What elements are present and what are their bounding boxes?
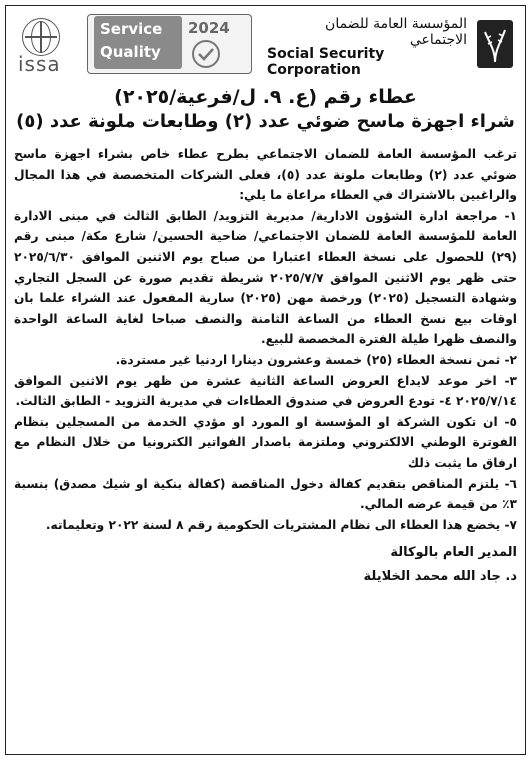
- signatory-name: د. جاد الله محمد الخلايلة: [363, 569, 517, 585]
- condition-item-7: ٧- يخضع هذا العطاء الى نظام المشتريات الحكومية رقم ٨ لسنة ٢٠٢٢ وتعليماته.: [45, 517, 517, 532]
- signature-block: [14, 541, 517, 589]
- org-identity: [267, 12, 517, 80]
- badge-year: 2024: [188, 19, 230, 37]
- advertisement-page: [5, 5, 526, 755]
- check-icon: [192, 40, 220, 68]
- condition-item-6: ٦- يلتزم المناقص بتقديم كفالة دخول المناقصة (كفالة بنكية او شيك مصدق) بنسبة ٣٪ من قيمة عرضه المالي.: [14, 476, 517, 512]
- issa-label: issa: [18, 52, 61, 76]
- issa-globe-icon: [22, 18, 60, 56]
- header: [14, 12, 517, 80]
- signatory-role: المدير العام بالوكالة: [390, 545, 517, 561]
- condition-item-1: ١- مراجعة ادارة الشؤون الادارية/ مديرية التزويد/ الطابق الثالث في مبنى الادارة العامة للمؤسسة العامة للضمان الاجتماعي/ ضاحية الحسين/ شارع مكة/ مبنى رقم (٢٩) للحصول على نسخة العطاء اعتبارا من صباح يوم الاثنين الموافق ٢٠٢٥/٦/٣٠ حتى ظهر يوم الاثنين الموافق ٢٠٢٥/٧/٧ شريطة تقديم صورة عن السجل التجاري وشهادة التسجيل (٢٠٢٥) ورخصة مهن (٢٠٢٥) سارية المفعول عند الشراء علما بان اوقات بيع نسخ العطاء من الساعة الثامنة والنصف صباحا لغاية الساعة الواحدة والنصف ظهرا طيلة الفترة المخصصة للبيع.: [14, 208, 518, 347]
- intro-paragraph: ترغب المؤسسة العامة للضمان الاجتماعي بطرح عطاء خاص بشراء اجهزة ماسح ضوئي عدد (٢) وطابعات ملونة عدد (٥)، فعلى الشركات المتخصصة في هذا المجال والراغبين بالاشتراك في العطاء مراعاة ما يلي:: [14, 147, 517, 203]
- org-name-english: Social Security Corporation: [267, 46, 385, 78]
- certification-logos: [14, 12, 264, 80]
- tender-subject: شراء اجهزة ماسح ضوئي عدد (٢) وطابعات ملونة عدد (٥): [16, 111, 515, 132]
- service-quality-label: [94, 16, 182, 69]
- org-name-arabic: المؤسسة العامة للضمان الاجتماعي: [325, 16, 467, 48]
- badge-line2: Quality: [100, 43, 161, 61]
- service-quality-badge: [87, 14, 252, 74]
- condition-item-3-4: ٣- اخر موعد لايداع العروض الساعة الثانية عشرة من ظهر يوم الاثنين الموافق ٢٠٢٥/٧/١٤ ٤- تودع العروض في صندوق العطاءات في مديرية التزويد - الطابق الثالث.: [14, 373, 517, 409]
- tender-number: عطاء رقم (ع. ٩. ل/فرعية/٢٠٢٥): [114, 86, 417, 108]
- condition-item-2: ٢- ثمن نسخة العطاء (٢٥) خمسة وعشرون دينارا اردنيا غير مستردة.: [115, 352, 517, 367]
- badge-line1: Service: [100, 20, 163, 38]
- ssc-emblem-icon: [477, 20, 513, 68]
- condition-item-5: ٥- ان تكون الشركة او المؤسسة او المورد او مؤدي الخدمة من المسجلين بنظام الفوترة الوطني الالكتروني وملتزمة باصدار الفواتير الكترونيا من خلال النظام مع ارفاق ما يثبت ذلك: [14, 414, 517, 470]
- advertisement-body: [14, 86, 517, 589]
